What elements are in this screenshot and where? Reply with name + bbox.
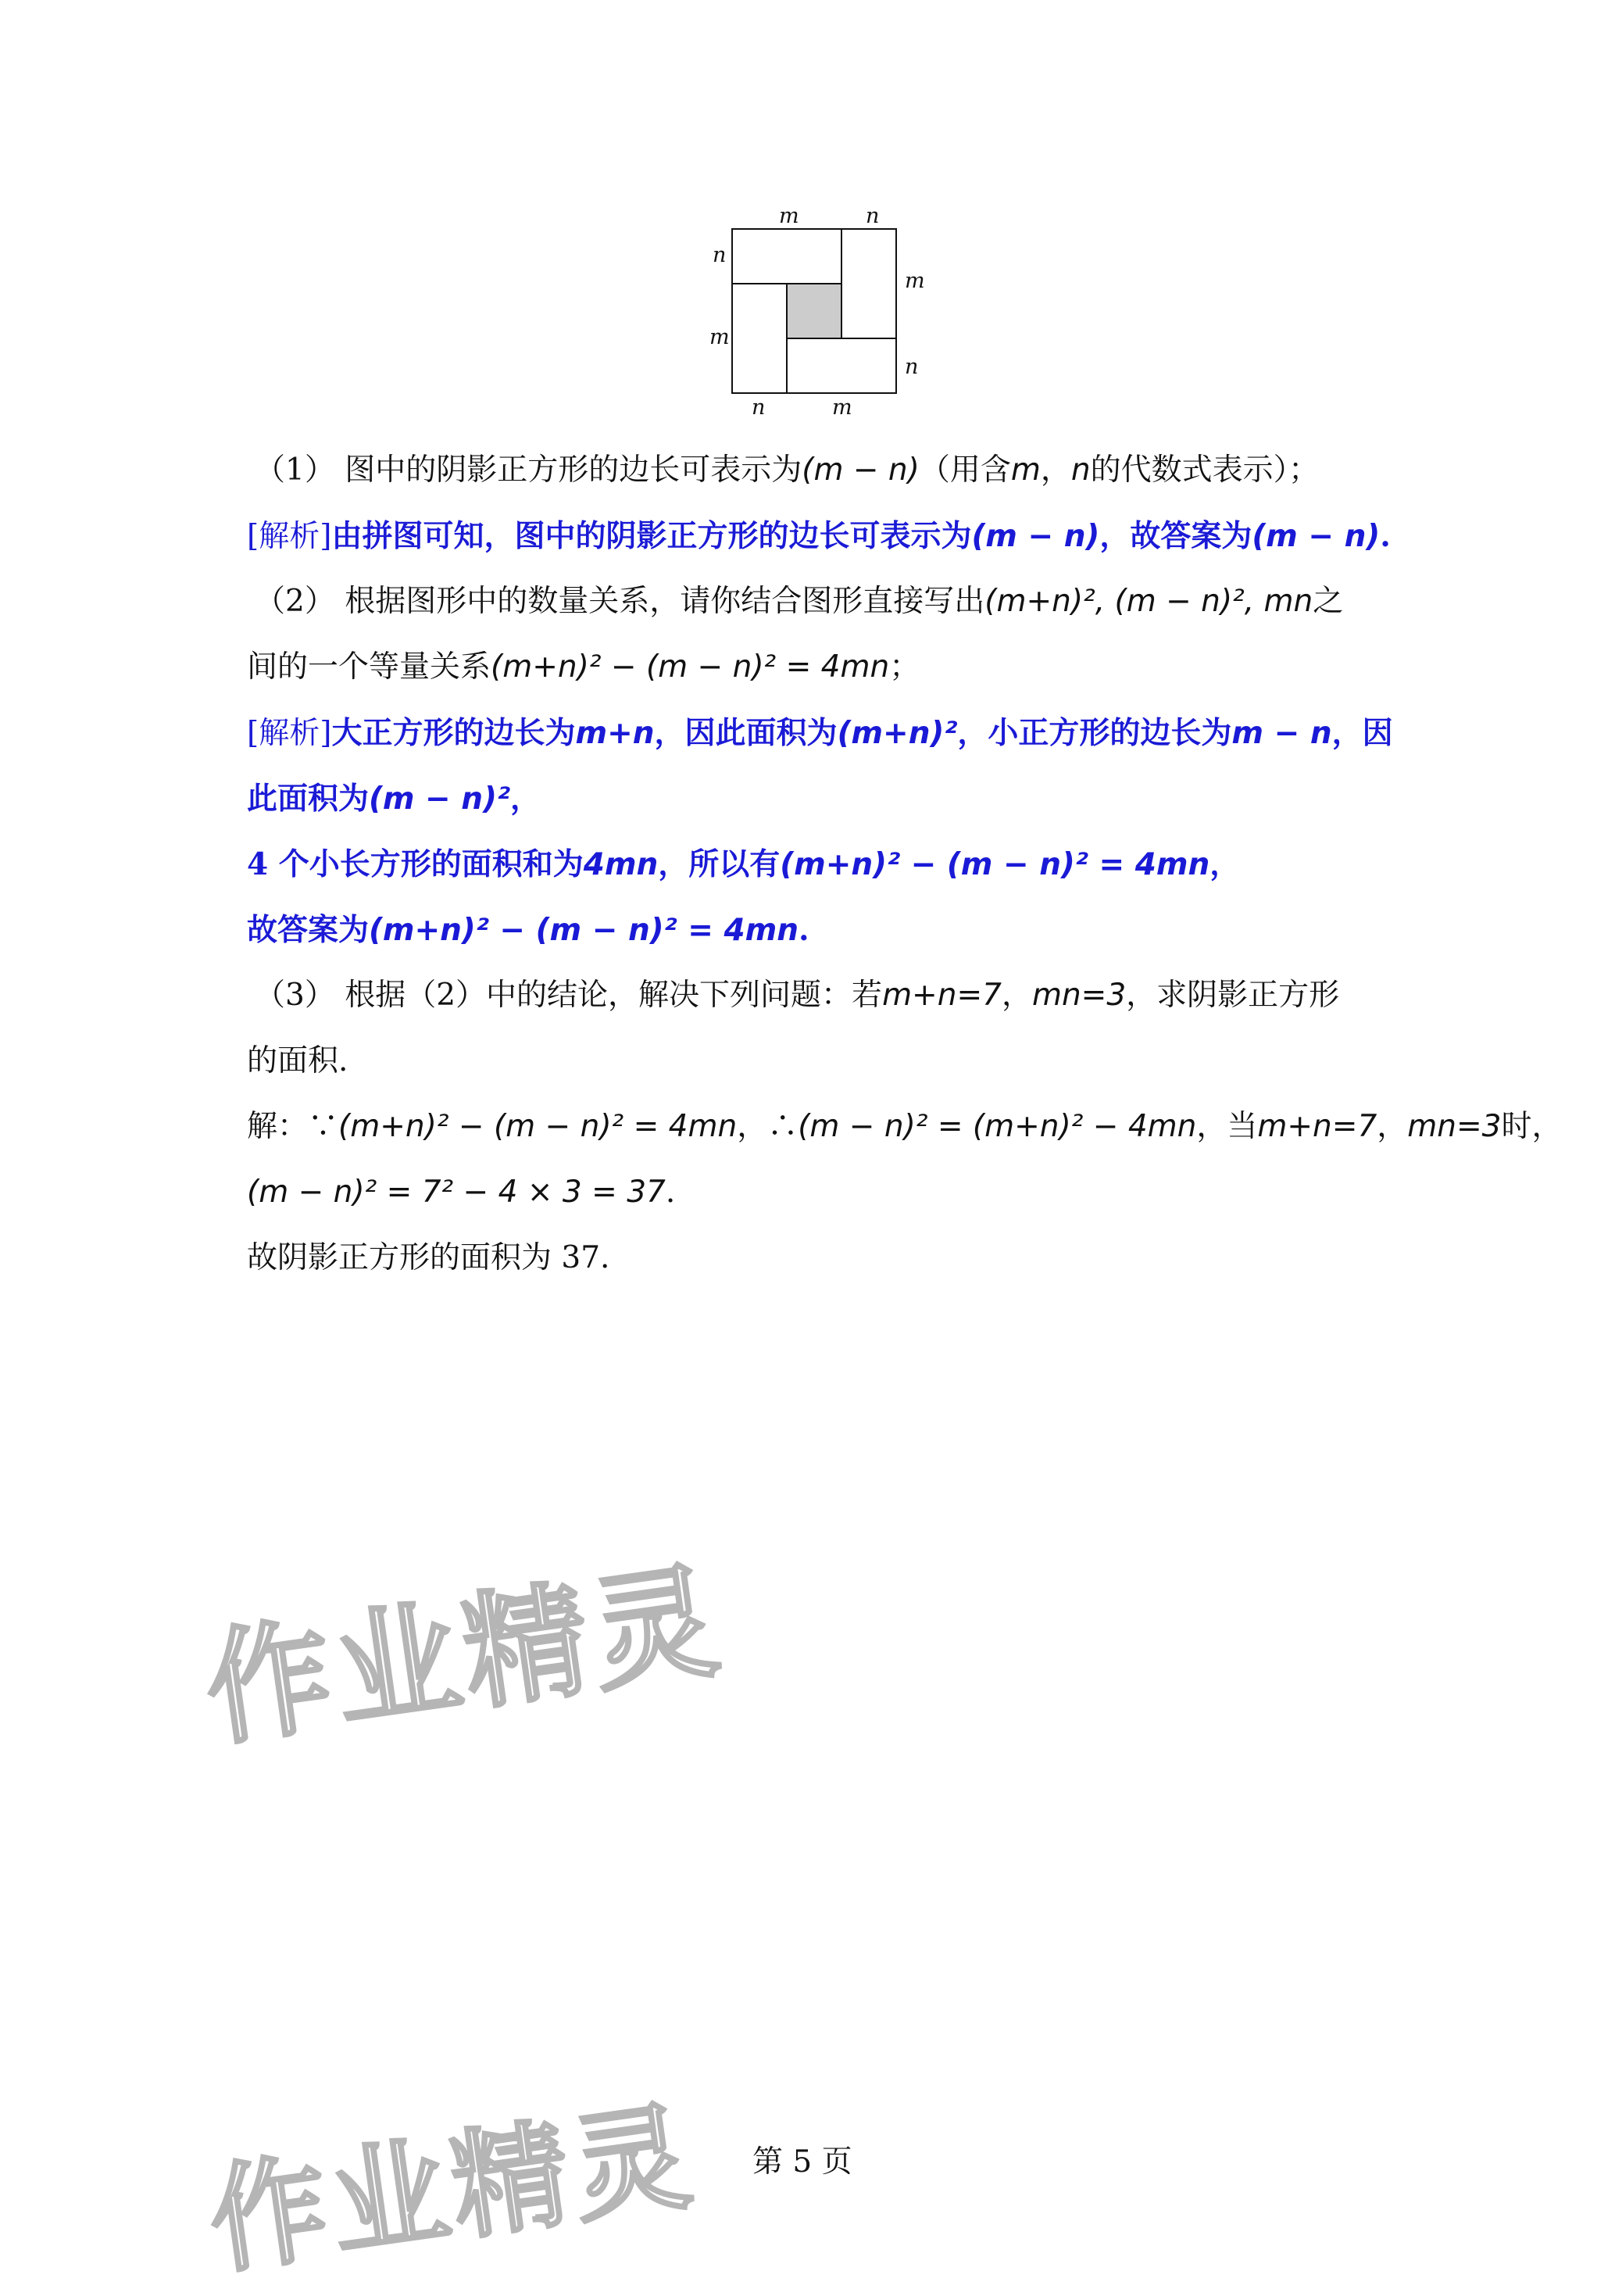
label-top-m: m: [779, 204, 799, 228]
label-left-m: m: [709, 325, 730, 349]
rect-top: [732, 229, 841, 284]
rect-right: [841, 229, 896, 338]
solution-text: 解：∵: [247, 1109, 339, 1144]
solution-expr: m+n=7: [1257, 1109, 1377, 1144]
q3-label: （3）: [255, 978, 335, 1013]
a1-end: .: [1380, 518, 1391, 554]
a2-text: ，: [509, 781, 541, 817]
q1-label: （1）: [255, 452, 335, 488]
q2-expr: (m+n)², (m − n)², mn: [984, 584, 1313, 619]
answer-1: [247, 503, 1395, 569]
document-body: [247, 438, 1563, 1291]
q3-text: ，: [1001, 978, 1032, 1013]
watermark-logo: 作业精灵: [197, 1547, 731, 1765]
label-left-n: n: [713, 243, 727, 267]
label-bottom-n: n: [752, 395, 766, 414]
question-2-line1: [247, 569, 1395, 635]
square-diagram: [695, 195, 945, 414]
q2-text: 根据图形中的数量关系，请你结合图形直接写出: [345, 584, 985, 619]
solution-text: ，当: [1196, 1109, 1258, 1144]
q1-comma: ，: [1040, 452, 1071, 488]
solution-expr: (m − n)² = 7² − 4 × 3 = 37: [247, 1175, 666, 1210]
a2-expr: m − n: [1231, 716, 1332, 751]
q1-var-m: m: [1010, 452, 1041, 488]
page-number: 第 5 页: [752, 2144, 852, 2180]
question-3-line2: [247, 1028, 1395, 1094]
solution-line2: [247, 1160, 1395, 1225]
a2-text: ，因: [1331, 715, 1393, 751]
q1-var-n: n: [1070, 452, 1091, 488]
a2-text: 此面积为: [247, 781, 370, 817]
a2-expr: (m+n)² − (m − n)² = 4mn: [780, 847, 1210, 882]
solution-text: ，∴: [737, 1109, 799, 1144]
a2-text: 故答案为: [247, 912, 370, 948]
analysis-tag: [解析]: [247, 519, 332, 554]
solution-text: 时，: [1501, 1109, 1563, 1144]
solution-text: ，: [1377, 1109, 1408, 1144]
a2-text: ，: [1209, 846, 1241, 882]
a1-expr2: (m − n): [1252, 519, 1381, 554]
answer-2-line1: [247, 700, 1395, 766]
solution-expr: (m − n)² = (m+n)² − 4mn: [798, 1109, 1197, 1144]
a2-expr: m+n: [575, 716, 655, 751]
q3-text: 根据（2）中的结论，解决下列问题：若: [345, 978, 883, 1013]
label-right-m: m: [905, 269, 925, 293]
q2-text-b: 之: [1313, 584, 1344, 619]
question-3-line1: [247, 963, 1395, 1028]
q2-line2-end: ；: [889, 649, 920, 685]
solution-conclusion: 故阴影正方形的面积为 37.: [247, 1240, 610, 1275]
q2-line2-text: 间的一个等量关系: [247, 649, 491, 685]
q3-text: 的面积.: [247, 1043, 348, 1078]
label-right-n: n: [905, 355, 919, 379]
rect-left: [732, 284, 787, 393]
a1-text-b: ，故答案为: [1099, 518, 1252, 554]
shaded-square: [787, 284, 841, 338]
a2-text: ，所以有: [658, 846, 781, 882]
q1-expr: (m − n): [802, 452, 920, 488]
a1-text: 由拼图可知，图中的阴影正方形的边长可表示为: [331, 518, 972, 554]
q1-text: 图中的阴影正方形的边长可表示为: [345, 452, 802, 488]
a2-expr: (m+n)² − (m − n)² = 4mn: [369, 913, 799, 948]
a1-expr1: (m − n): [971, 519, 1100, 554]
solution-text: .: [665, 1175, 676, 1210]
label-top-n: n: [866, 204, 880, 228]
question-1: [247, 438, 1395, 503]
a2-text: 大正方形的边长为: [331, 715, 576, 751]
a2-expr: 4mn: [583, 847, 659, 882]
a2-text: 4 个小长方形的面积和为: [247, 846, 584, 882]
rect-bottom: [787, 338, 896, 393]
a2-text: .: [799, 912, 809, 948]
answer-2-line4: [247, 897, 1395, 963]
q3-expr: mn=3: [1031, 978, 1127, 1013]
q3-text: ，求阴影正方形: [1126, 978, 1340, 1013]
question-2-line2: [247, 635, 1395, 700]
q2-line2-expr: (m+n)² − (m − n)² = 4mn: [491, 649, 890, 685]
watermark-logo-bottom: 作业精灵: [201, 2088, 704, 2291]
q1-text-b: （用含: [919, 452, 1011, 488]
answer-2-line3: [247, 831, 1395, 897]
answer-2-line2: [247, 766, 1395, 831]
solution-line3: [247, 1225, 1395, 1291]
analysis-tag: [解析]: [247, 716, 332, 751]
a2-text: ，小正方形的边长为: [957, 715, 1232, 751]
a2-text: ，因此面积为: [654, 715, 838, 751]
solution-expr: (m+n)² − (m − n)² = 4mn: [338, 1109, 738, 1144]
solution-expr: mn=3: [1407, 1109, 1502, 1144]
label-bottom-m: m: [832, 395, 852, 414]
q3-expr: m+n=7: [882, 978, 1002, 1013]
solution-line1: [247, 1094, 1563, 1160]
q1-text-c: 的代数式表示）；: [1090, 452, 1320, 488]
q2-label: （2）: [255, 584, 335, 619]
a2-expr: (m+n)²: [837, 716, 958, 751]
a2-expr: (m − n)²: [369, 781, 510, 817]
